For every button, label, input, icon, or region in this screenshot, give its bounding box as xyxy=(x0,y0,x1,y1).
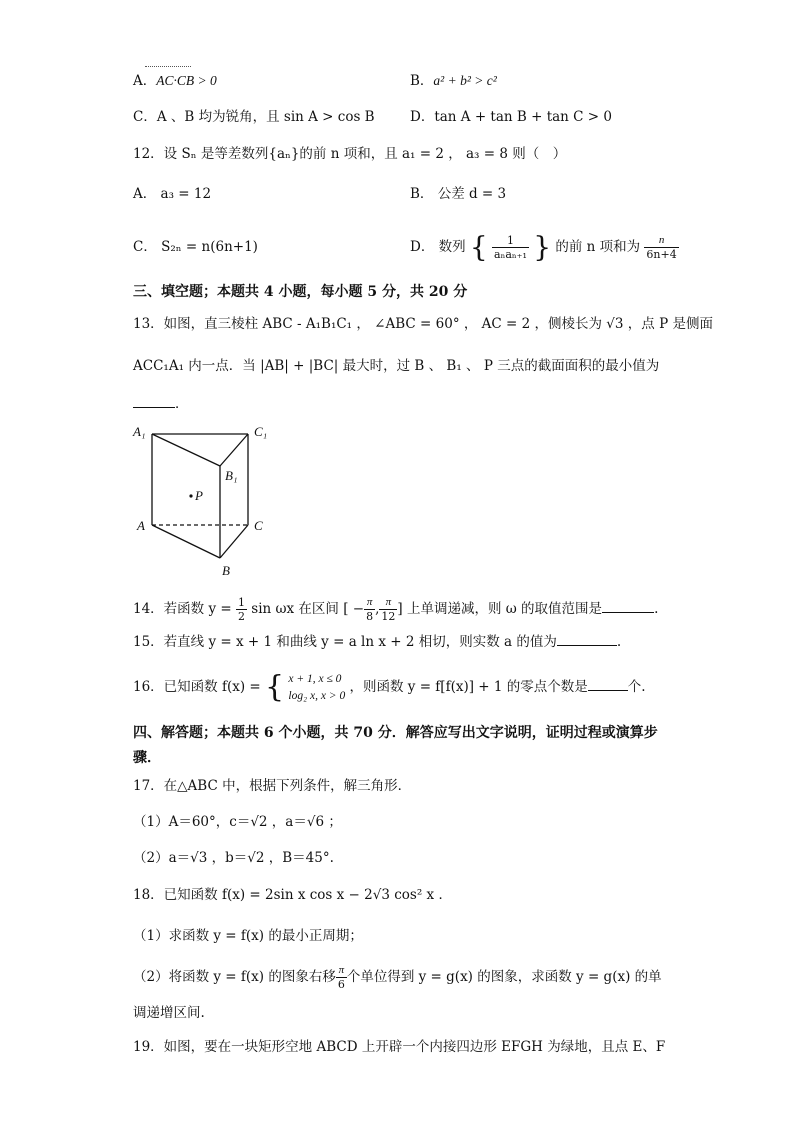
q15: 15．若直线 y = x + 1 和曲线 y = a ln x + 2 相切，则实数 a 的值为 . xyxy=(133,634,622,650)
q17-part1: （1）A＝60°，c＝√2 ，a＝√6 ； xyxy=(133,814,342,830)
prism-figure xyxy=(130,420,310,580)
q17-stem: 17．在△ABC 中，根据下列条件，解三角形． xyxy=(133,778,412,794)
q18-part1: （1）求函数 y = f(x) 的最小正周期； xyxy=(133,928,363,944)
label-a: A xyxy=(137,518,145,533)
q11-option-d: D．tan A + tan B + tan C > 0 xyxy=(410,109,612,125)
q13-line3: ． xyxy=(133,395,189,413)
label-p: P xyxy=(195,488,203,503)
q19-line1: 19．如图，要在一块矩形空地 ABCD 上开辟一个内接四边形 EFGH 为绿地，且点 E、F xyxy=(133,1039,666,1055)
label-a1: A₁ xyxy=(133,424,146,439)
q16: 16．已知函数 f(x) = { x + 1, x ≤ 0 log₂ x, x > 0 ，则函数 y = f[f(x)] + 1 的零点个数是 个. xyxy=(133,669,646,705)
q17-part2: （2）a＝√3 ，b＝√2 ，B＝45°. xyxy=(133,850,334,866)
q18-stem: 18．已知函数 f(x) = 2sin x cos x − 2√3 cos² x ． xyxy=(133,887,452,903)
q12-option-d: D． 数列 { $\frac{1}{\text{aₙaₙ₊₁}}$ } 的前 n 项和为 $\frac{n}{6n+4}$ xyxy=(410,230,677,264)
q11-option-b: B．a² + b² > c² xyxy=(410,73,497,89)
q12-option-c: C． S₂ₙ = n(6n+1) xyxy=(133,239,258,255)
q12-option-a: A． a₃ = 12 xyxy=(133,186,212,202)
label-b: B xyxy=(222,563,230,578)
label-c: C xyxy=(254,518,263,533)
q18-part2: （2）将函数 y = f(x) 的图象右移 $\frac{\pi}{6}$ 个单位得到 y = g(x) 的图象，求函数 y = g(x) 的单 xyxy=(133,964,662,991)
q12-d-result: $\frac{n}{6n+4}$ xyxy=(646,234,677,261)
q11-option-a: A．AC·CB > 0 xyxy=(133,73,217,89)
q12-stem: 12．设 Sₙ 是等差数列{aₙ}的前 n 项和，且 a₁ = 2 ， a₃ = 8 则（ ） xyxy=(133,146,567,162)
q16-piecewise: x + 1, x ≤ 0 log₂ x, x > 0 xyxy=(288,672,346,702)
q11-option-c: C．A 、B 均为锐角，且 sin A > cos B xyxy=(133,109,375,125)
q13-line1: 13．如图，直三棱柱 ABC - A₁B₁C₁ ， ∠ABC = 60° ， AC = 2 ，侧棱长为 √3 ，点 P 是侧面 xyxy=(133,316,713,332)
vector-arrows xyxy=(145,66,191,71)
section-4-heading-line2: 骤． xyxy=(133,750,161,766)
section-3-heading: 三、填空题；本题共 4 小题，每小题 5 分，共 20 分 xyxy=(133,284,468,300)
section-4-heading-line1: 四、解答题；本题共 6 个小题，共 70 分．解答应写出文字说明，证明过程或演算步 xyxy=(133,725,658,741)
q12-d-fraction: $\frac{1}{\text{aₙaₙ₊₁}}$ xyxy=(494,234,527,261)
q14: 14．若函数 y = $\frac{1}{2}$ sin ωx 在区间 [ − $\frac{\pi}{8}$ , $\frac{\pi}{12}$ ] 上单调递减，则 ω 的取值范围是 . xyxy=(133,596,659,623)
q18-part2-line2: 调递增区间. xyxy=(133,1005,205,1021)
q13-line2: ACC₁A₁ 内一点．当 |AB| + |BC| 最大时，过 B 、 B₁ 、 P 三点的截面面积的最小值为 xyxy=(133,358,660,374)
label-c1: C₁ xyxy=(254,424,268,439)
label-b1: B₁ xyxy=(225,468,238,483)
q12-option-b: B． 公差 d = 3 xyxy=(410,186,507,202)
